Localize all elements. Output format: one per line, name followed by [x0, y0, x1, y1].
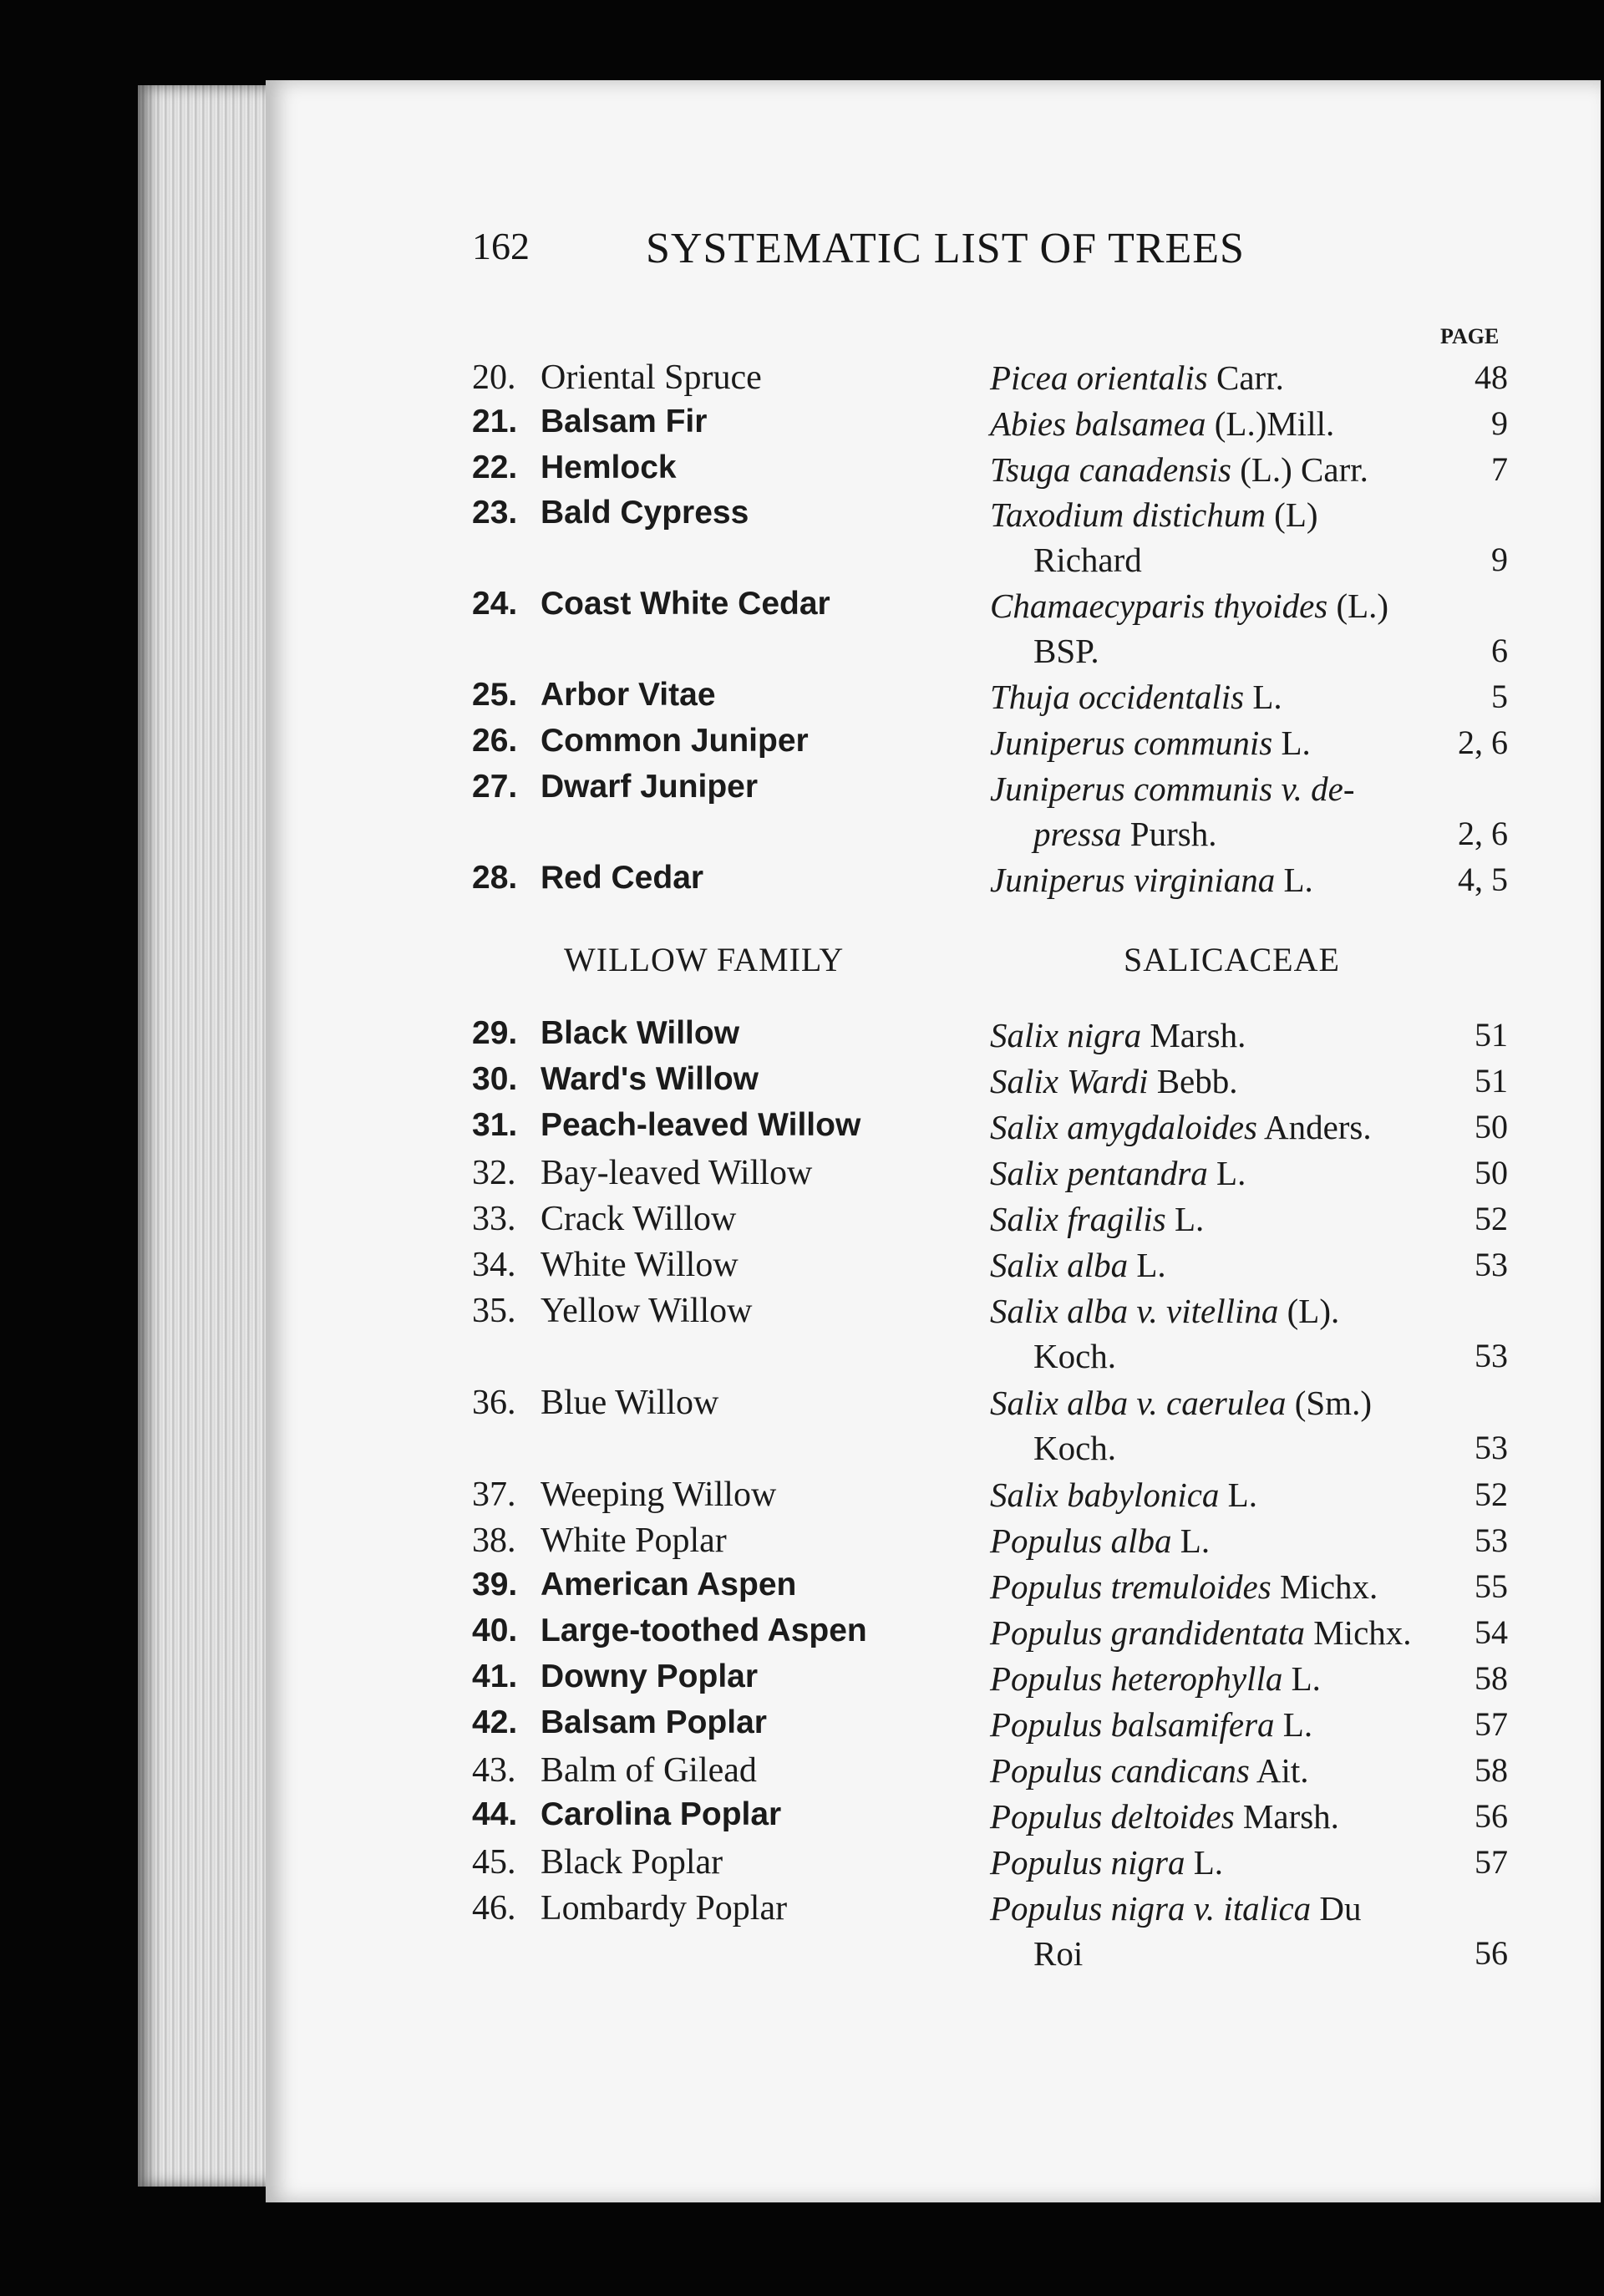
page-reference: 57: [1475, 1843, 1508, 1881]
page-reference: 53: [1475, 1337, 1508, 1374]
scientific-name: [990, 1015, 1458, 1055]
common-name: Balsam Fir: [541, 404, 708, 439]
authority: (L): [1265, 495, 1318, 534]
common-name: Lombardy Poplar: [541, 1889, 788, 1928]
scientific-name: [990, 1888, 1458, 1928]
scientific-name: [990, 1659, 1458, 1699]
page-reference: 56: [1475, 1797, 1508, 1835]
common-name: Bald Cypress: [541, 495, 749, 531]
entry-number: 39.: [472, 1567, 518, 1603]
scientific-name: [990, 1704, 1458, 1745]
common-name: Downy Poplar: [541, 1659, 759, 1694]
page-number: 162: [472, 225, 530, 267]
entry-number: 42.: [472, 1704, 518, 1740]
tree-entry: [472, 586, 1508, 678]
entry-number: 38.: [472, 1521, 516, 1560]
common-name: American Aspen: [541, 1567, 797, 1603]
authority: (L.): [1327, 587, 1389, 625]
authority: L.: [1274, 1705, 1313, 1744]
page-reference: 52: [1475, 1476, 1508, 1513]
species-name: Juniperus communis: [990, 724, 1273, 762]
authority: L.: [1244, 678, 1282, 716]
page-reference: 9: [1491, 404, 1508, 442]
page-reference: 50: [1475, 1108, 1508, 1145]
tree-entry: [472, 860, 1508, 952]
scientific-name: [990, 1842, 1458, 1882]
common-name: Crack Willow: [541, 1200, 737, 1238]
entry-number: 41.: [472, 1659, 518, 1694]
species-name: Populus deltoides: [990, 1797, 1235, 1836]
page-reference: 57: [1475, 1705, 1508, 1743]
entry-number: 44.: [472, 1796, 518, 1832]
common-name: Common Juniper: [541, 723, 809, 759]
tree-entry: [472, 1383, 1508, 1475]
authority: Michx.: [1271, 1567, 1378, 1606]
entry-number: 29.: [472, 1015, 518, 1051]
species-name: Populus candicans: [990, 1751, 1250, 1790]
entry-number: 26.: [472, 723, 518, 759]
page-reference: 50: [1475, 1154, 1508, 1191]
species-name: Salix amygdaloides: [990, 1108, 1257, 1146]
authority: (L).: [1278, 1292, 1340, 1330]
species-name: Populus heterophylla: [990, 1659, 1283, 1698]
scientific-name: [990, 450, 1458, 490]
page-reference: 2, 6: [1458, 815, 1508, 852]
page-reference: 56: [1475, 1934, 1508, 1972]
scientific-name: [990, 1245, 1458, 1285]
species-name: Abies balsamea: [990, 404, 1206, 443]
common-name: Hemlock: [541, 450, 677, 485]
tree-entry: [472, 1888, 1508, 1980]
running-title: SYSTEMATIC LIST OF TREES: [646, 225, 1245, 272]
common-name: White Poplar: [541, 1521, 727, 1560]
scientific-name: [990, 1199, 1458, 1239]
authority-continued: Koch.: [1033, 1429, 1117, 1467]
scientific-name-continued: [1033, 1336, 1116, 1376]
authority: L.: [1165, 1200, 1205, 1238]
common-name: Balm of Gilead: [541, 1751, 757, 1790]
species-name: Salix nigra: [990, 1016, 1142, 1054]
scientific-name-continued: [1033, 1933, 1083, 1973]
entry-number: 40.: [472, 1613, 518, 1648]
family-common-name: WILLOW FAMILY: [564, 941, 845, 978]
authority: Carr.: [1207, 358, 1284, 397]
species-name: Salix alba: [990, 1246, 1129, 1284]
entry-number: 35.: [472, 1292, 516, 1330]
page-reference: 58: [1475, 1751, 1508, 1789]
page-reference: 48: [1475, 358, 1508, 396]
common-name: Oriental Spruce: [541, 358, 762, 397]
scientific-name: [990, 1107, 1458, 1147]
page-reference: 53: [1475, 1429, 1508, 1466]
scientific-name-continued: [1033, 540, 1142, 580]
page-reference: 53: [1475, 1521, 1508, 1559]
scientific-name: [990, 358, 1458, 398]
authority: L.: [1282, 1659, 1321, 1698]
common-name: Peach-leaved Willow: [541, 1107, 861, 1143]
authority: Ait.: [1249, 1751, 1309, 1790]
species-name: Juniperus virginiana: [990, 861, 1276, 899]
page-edges: [138, 85, 280, 2187]
scientific-name: [990, 1153, 1458, 1193]
common-name: White Willow: [541, 1246, 739, 1284]
species-name: Salix alba v. vitellina: [990, 1292, 1279, 1330]
common-name: Bay-leaved Willow: [541, 1154, 813, 1192]
authority-continued: BSP.: [1033, 632, 1099, 670]
common-name: Arbor Vitae: [541, 677, 716, 713]
common-name: Dwarf Juniper: [541, 769, 759, 805]
authority-continued: Richard: [1033, 541, 1142, 579]
authority: L.: [1171, 1521, 1211, 1560]
entry-number: 36.: [472, 1384, 516, 1422]
entry-number: 20.: [472, 358, 516, 397]
page-reference: 54: [1475, 1613, 1508, 1651]
species-name: Populus balsamifera: [990, 1705, 1275, 1744]
scientific-name: [990, 1613, 1458, 1653]
species-name-continued: pressa: [1033, 815, 1122, 853]
entry-number: 25.: [472, 677, 518, 713]
page-reference: 51: [1475, 1062, 1508, 1100]
scientific-name: [990, 1291, 1458, 1331]
family-latin-name: SALICACEAE: [1124, 941, 1340, 978]
scientific-name: [990, 404, 1458, 444]
common-name: Carolina Poplar: [541, 1796, 782, 1832]
common-name: Blue Willow: [541, 1384, 719, 1422]
authority: (L.)Mill.: [1206, 404, 1335, 443]
species-name: Salix fragilis: [990, 1200, 1166, 1238]
authority-continued: Roi: [1033, 1934, 1084, 1973]
authority: (L.) Carr.: [1231, 450, 1368, 489]
page-reference: 7: [1491, 450, 1508, 488]
authority: L.: [1275, 861, 1313, 899]
entry-number: 23.: [472, 495, 518, 531]
species-name: Populus nigra v. italica: [990, 1889, 1312, 1928]
authority: L.: [1185, 1843, 1224, 1882]
scientific-name: [990, 860, 1458, 900]
entry-number: 46.: [472, 1889, 516, 1928]
authority: Du: [1311, 1889, 1362, 1928]
entry-number: 37.: [472, 1476, 516, 1514]
authority: Bebb.: [1148, 1062, 1238, 1100]
species-name: Salix pentandra: [990, 1154, 1208, 1192]
authority: L.: [1272, 724, 1311, 762]
scientific-name: [990, 1383, 1458, 1423]
common-name: Black Willow: [541, 1015, 740, 1051]
entry-number: 22.: [472, 450, 518, 485]
page-reference: 2, 6: [1458, 724, 1508, 761]
entry-number: 21.: [472, 404, 518, 439]
scientific-name-continued: [1033, 814, 1216, 854]
authority-continued: Pursh.: [1121, 815, 1217, 853]
scientific-name: [990, 586, 1458, 626]
common-name: Red Cedar: [541, 860, 704, 896]
species-name: Populus alba: [990, 1521, 1172, 1560]
scientific-name: [990, 1475, 1458, 1515]
species-name: Populus tremuloides: [990, 1567, 1272, 1606]
entry-number: 27.: [472, 769, 518, 805]
entry-number: 24.: [472, 586, 518, 622]
scientific-name: [990, 769, 1458, 809]
common-name: Large-toothed Aspen: [541, 1613, 867, 1648]
scientific-name-continued: [1033, 1428, 1116, 1468]
species-name: Thuja occidentalis: [990, 678, 1245, 716]
authority-continued: Koch.: [1033, 1337, 1117, 1375]
species-name: Picea orientalis: [990, 358, 1208, 397]
page-reference: 53: [1475, 1246, 1508, 1283]
species-name: Taxodium distichum: [990, 495, 1266, 534]
scientific-name-continued: [1033, 631, 1099, 671]
tree-entry: [472, 495, 1508, 587]
common-name: Coast White Cedar: [541, 586, 830, 622]
common-name: Yellow Willow: [541, 1292, 753, 1330]
scientific-name: [990, 1567, 1458, 1607]
authority: Marsh.: [1141, 1016, 1246, 1054]
page-header: [472, 224, 1600, 282]
scientific-name: [990, 1796, 1458, 1836]
scientific-name: [990, 723, 1458, 763]
tree-entry: [472, 1291, 1508, 1383]
tree-entry: [472, 769, 1508, 861]
entry-number: 31.: [472, 1107, 518, 1143]
common-name: Weeping Willow: [541, 1476, 777, 1514]
authority: L.: [1207, 1154, 1246, 1192]
entry-number: 45.: [472, 1843, 516, 1882]
entry-number: 30.: [472, 1061, 518, 1097]
entry-number: 43.: [472, 1751, 516, 1790]
species-name: Populus nigra: [990, 1843, 1185, 1882]
page-column-label: PAGE: [1440, 324, 1500, 348]
entry-number: 34.: [472, 1246, 516, 1284]
page-reference: 6: [1491, 632, 1508, 669]
species-name: Salix babylonica: [990, 1476, 1220, 1514]
authority: (Sm.): [1286, 1384, 1372, 1422]
authority: L.: [1219, 1476, 1257, 1514]
species-name: Juniperus communis v. de-: [990, 770, 1355, 808]
species-name: Tsuga canadensis: [990, 450, 1231, 489]
scientific-name: [990, 1521, 1458, 1561]
common-name: Balsam Poplar: [541, 1704, 767, 1740]
authority: Michx.: [1304, 1613, 1412, 1652]
species-name: Chamaecyparis thyoides: [990, 587, 1328, 625]
page-reference: 51: [1475, 1016, 1508, 1054]
page-reference: 5: [1491, 678, 1508, 715]
authority: Anders.: [1256, 1108, 1372, 1146]
authority: Marsh.: [1234, 1797, 1339, 1836]
entry-number: 28.: [472, 860, 518, 896]
authority: L.: [1128, 1246, 1166, 1284]
common-name: Ward's Willow: [541, 1061, 759, 1097]
species-name: Salix Wardi: [990, 1062, 1149, 1100]
common-name: Black Poplar: [541, 1843, 723, 1882]
scientific-name: [990, 1750, 1458, 1791]
entry-number: 32.: [472, 1154, 516, 1192]
species-name: Salix alba v. caerulea: [990, 1384, 1287, 1422]
scientific-name: [990, 677, 1458, 717]
page-reference: 55: [1475, 1567, 1508, 1605]
page-reference: 4, 5: [1458, 861, 1508, 898]
scientific-name: [990, 1061, 1458, 1101]
page-reference: 9: [1491, 541, 1508, 578]
entry-number: 33.: [472, 1200, 516, 1238]
page-reference: 58: [1475, 1659, 1508, 1697]
species-name: Populus grandidentata: [990, 1613, 1305, 1652]
page-reference: 52: [1475, 1200, 1508, 1237]
scientific-name: [990, 495, 1458, 535]
